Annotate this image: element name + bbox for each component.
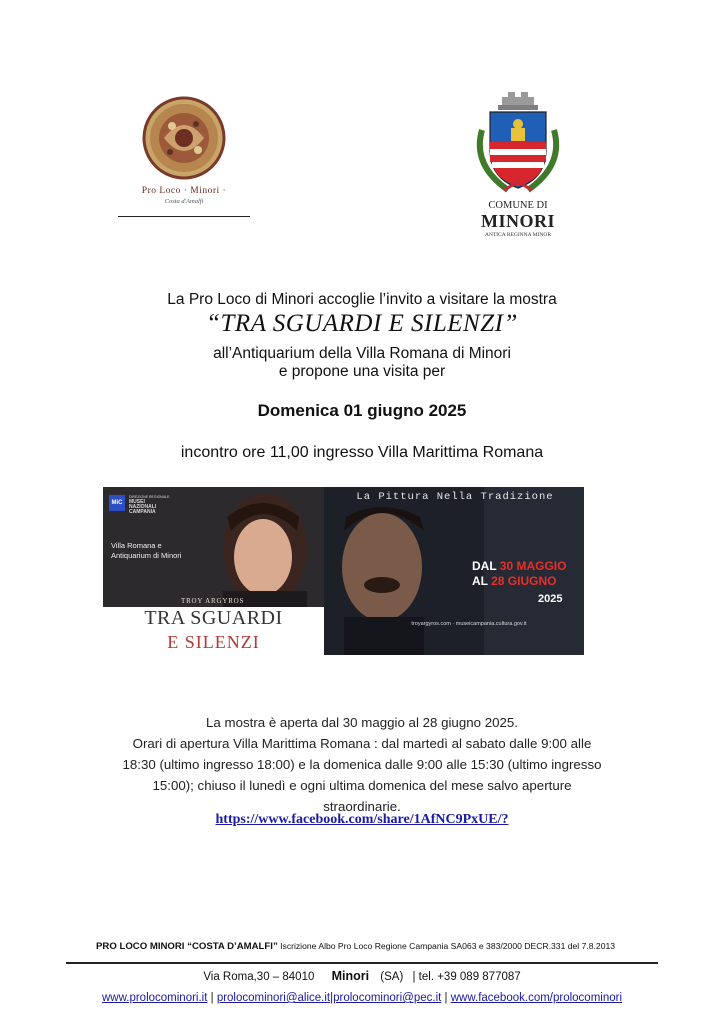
poster-right-image xyxy=(324,487,584,655)
footer-address-row xyxy=(0,969,724,983)
footer-address: Via Roma,30 – 84010 xyxy=(203,971,315,983)
poster-left-title2: E SILENZI xyxy=(167,632,260,652)
proloco-logo xyxy=(118,92,250,222)
facebook-share-link[interactable]: https://www.facebook.com/share/1AfNC9PxUE/? xyxy=(215,812,509,827)
footer-link-pec[interactable]: prolocominori@pec.it xyxy=(333,992,442,1004)
venue-line1: Villa Romana e xyxy=(111,541,162,550)
footer-org: PRO LOCO MINORI “COSTA D’AMALFI” xyxy=(96,941,278,952)
footer-province: (SA) xyxy=(380,971,404,983)
poster-left-artist: TROY ARGYROS xyxy=(181,597,245,605)
mic-badge: MiC xyxy=(109,495,125,511)
poster-left-title-band xyxy=(103,607,324,629)
proloco-underline xyxy=(118,216,250,217)
body-line2: Orari di apertura Villa Marittima Romana : dal martedì al sabato dalle 9:00 alle xyxy=(132,736,592,751)
venue-line2: Antiquarium di Minori xyxy=(111,551,182,560)
org-small: DIREZIONE REGIONALE xyxy=(129,495,170,499)
body-line3: 18:30 (ultimo ingresso 18:00) e la domenica dalle 9:00 alle 15:30 (ultimo ingresso xyxy=(122,757,602,772)
org-line2: NAZIONALI xyxy=(129,504,157,510)
intro-line3: e propone una visita per xyxy=(278,363,446,380)
footer-divider xyxy=(66,962,658,964)
org-line3: CAMPANIA xyxy=(129,509,156,515)
footer-link-mail[interactable]: prolocominori@alice.it xyxy=(216,992,331,1004)
footer-city: Minori xyxy=(331,969,370,983)
poster-left-title1: TRA SGUARDI xyxy=(144,607,283,629)
footer-sep3: | xyxy=(441,992,451,1004)
comune-line2: MINORI xyxy=(481,211,555,231)
exhibition-title: “TRA SGUARDI E SILENZI” xyxy=(206,310,518,337)
comune-logo xyxy=(468,90,568,240)
comune-line3: ANTICA REGINNA MINOR xyxy=(485,232,551,238)
intro-line2: all’Antiquarium della Villa Romana di Minori xyxy=(213,345,511,362)
poster-right-header: La Pittura Nella Tradizione xyxy=(356,491,554,503)
proloco-subtitle: Costa d'Amalfi xyxy=(164,198,204,205)
footer-sep2: | xyxy=(330,992,334,1004)
body-line4: 15:00); chiuso il lunedì e ogni ultima domenica del mese salvo aperture xyxy=(152,778,572,793)
org-line1: MUSEI xyxy=(129,499,145,505)
comune-coat-of-arms-icon xyxy=(468,90,568,200)
poster-left-venue xyxy=(111,541,181,561)
intro-line1: La Pro Loco di Minori accoglie l’invito a visitare la mostra xyxy=(167,291,557,308)
body-line1: La mostra è aperta dal 30 maggio al 28 giugno 2025. xyxy=(206,715,518,730)
poster-right-dates xyxy=(472,559,566,589)
poster-right-year: 2025 xyxy=(538,593,563,605)
proloco-name: Pro Loco · Minori · xyxy=(141,186,227,196)
facebook-share-link-wrap xyxy=(0,810,724,828)
comune-line1: COMUNE DI xyxy=(488,200,548,211)
poster-left-org xyxy=(129,495,169,515)
dates-line1-prefix: DAL xyxy=(472,559,500,573)
footer-sep1: | xyxy=(207,992,217,1004)
footer-link-facebook[interactable]: www.facebook.com/prolocominori xyxy=(450,992,623,1004)
body-line5: straordinarie. xyxy=(323,799,401,814)
footer-phone: | tel. +39 089 877087 xyxy=(412,971,521,983)
event-meeting: incontro ore 11,00 ingresso Villa Marittima Romana xyxy=(180,444,544,461)
event-date: Domenica 01 giugno 2025 xyxy=(257,401,467,420)
footer-links-row xyxy=(0,992,724,1004)
dates-line2-accent: 28 GIUGNO xyxy=(491,574,557,588)
footer-registration-text: Iscrizione Albo Pro Loco Regione Campania SA063 e 383/2000 DECR.331 del 7.8.2013 xyxy=(277,941,616,951)
poster-left-title-band2 xyxy=(103,629,324,655)
dates-line2-prefix: AL xyxy=(472,574,492,588)
footer-registration xyxy=(96,941,696,952)
poster-right-sites: troyargyros.com · museicampania.cultura.gov.it xyxy=(411,621,527,627)
poster-left-image xyxy=(103,487,324,655)
footer-link-site[interactable]: www.prolocominori.it xyxy=(101,992,208,1004)
dates-line1-accent: 30 MAGGIO xyxy=(499,559,567,573)
